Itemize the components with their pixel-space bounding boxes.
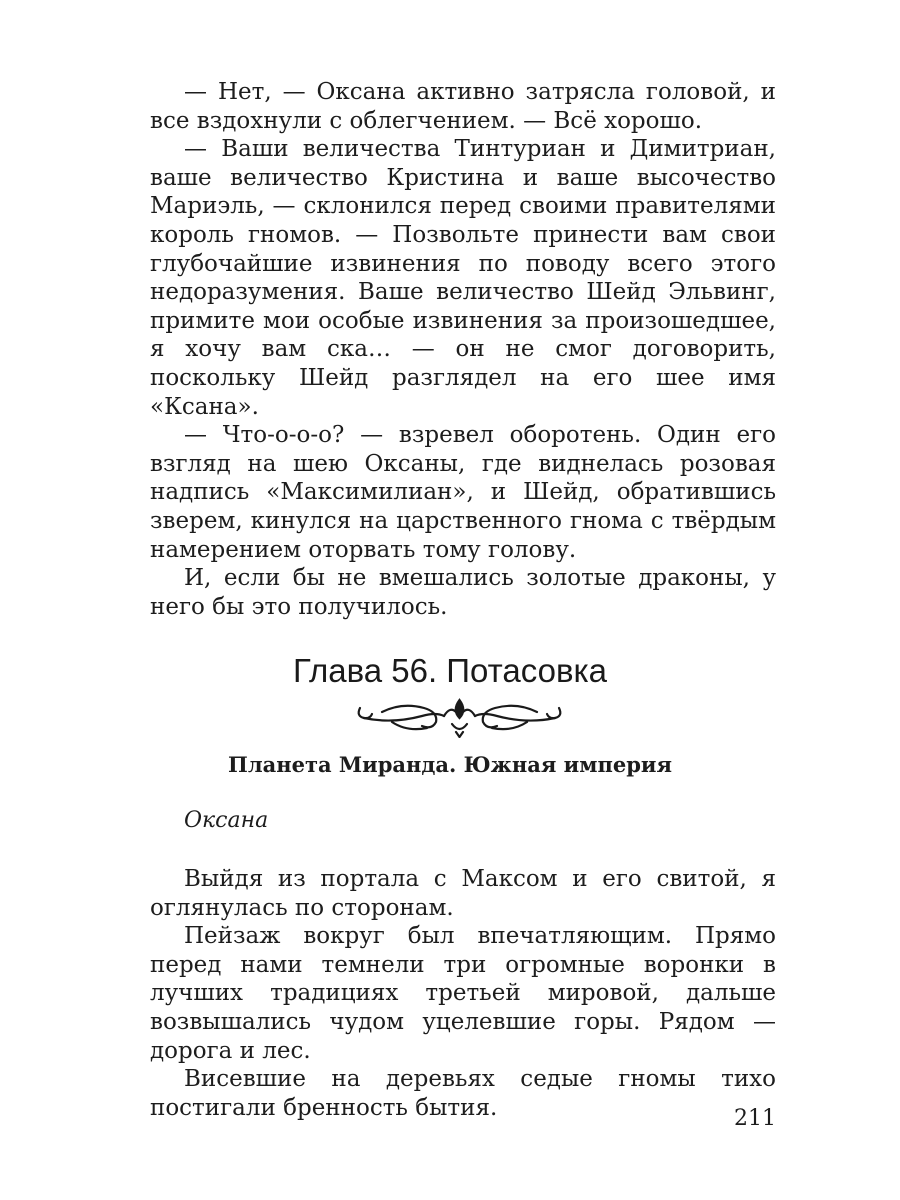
page-number: 211 xyxy=(734,1106,776,1131)
paragraph: И, если бы не вмешались золотые драконы, у него бы это получилось. xyxy=(150,565,776,620)
paragraph: — Нет, — Оксана активно затрясла головой, и все вздохнули с облегчением. — Всё хорошо. xyxy=(150,79,776,134)
ornament-divider-icon xyxy=(352,694,567,738)
paragraph: Пейзаж вокруг был впечатляющим. Прямо перед нами темнели три огромные воронки в лучших традициях третьей мировой, дальше возвышались чудом уцелевшие горы. Рядом — дорога и лес. xyxy=(150,923,776,1064)
bottom-text-block xyxy=(150,865,776,1122)
chapter-location: Планета Миранда. Южная империя xyxy=(228,752,672,777)
chapter-title: Глава 56. Потасовка xyxy=(292,652,608,689)
paragraph: Выйдя из портала с Максом и его свитой, я оглянулась по сторонам. xyxy=(150,866,776,921)
paragraph: Висевшие на деревьях седые гномы тихо постигали бренность бытия. xyxy=(150,1066,776,1121)
pov-character: Оксана xyxy=(184,808,269,833)
paragraph: — Что-о-о-о? — взревел оборотень. Один его взгляд на шею Оксаны, где виднелась розовая надпись «Максимилиан», и Шейд, обратившись зверем, кинулся на царственного гнома с твёрдым намерением оторвать тому голову. xyxy=(150,422,776,563)
paragraph: — Ваши величества Тинтуриан и Димитриан, ваше величество Кристина и ваше высочество Мариэль, — склонился перед своими правителями король гномов. — Позвольте принести вам свои глубочайшие извинения по поводу всего этого недоразумения. Ваше величество Шейд Эльвинг, примите мои особые извинения за произошедшее, я хочу вам ска… — он не смог договорить, поскольку Шейд разглядел на его шее имя «Ксана». xyxy=(150,136,776,420)
top-text-block xyxy=(150,78,776,621)
